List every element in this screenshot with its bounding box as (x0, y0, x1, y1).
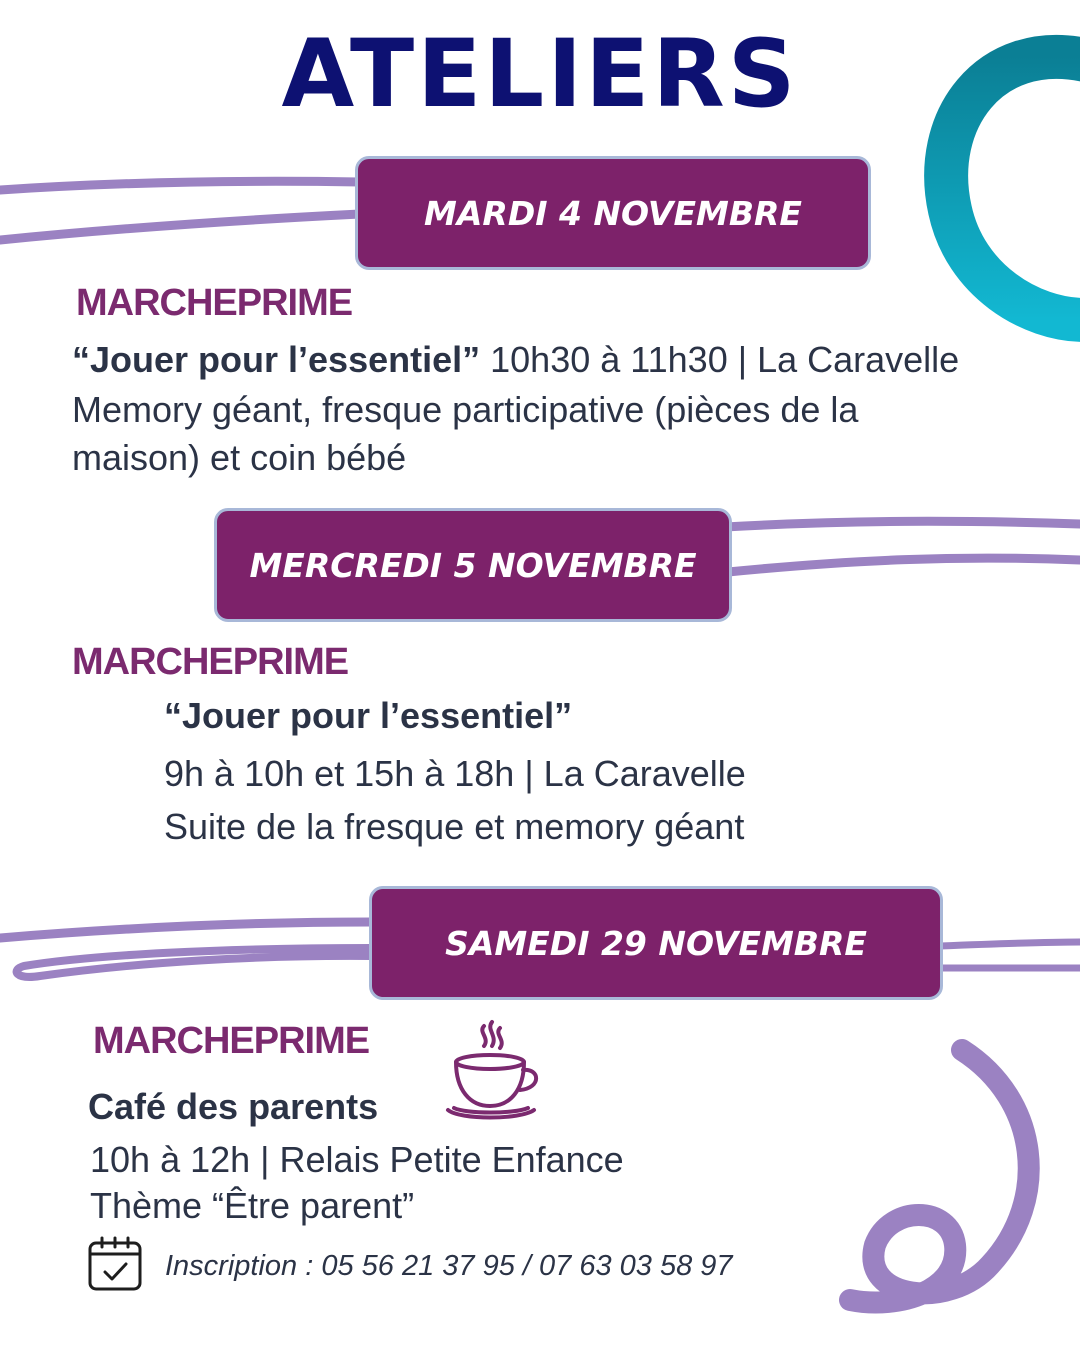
lavender-line-decoration (0, 181, 360, 190)
session-1-description-line-2: maison) et coin bébé (72, 437, 407, 478)
lavender-line-decoration (728, 558, 1080, 572)
activity-name: “Jouer pour l’essentiel” (72, 339, 481, 380)
town-heading-1: MARCHEPRIME (76, 282, 353, 324)
calendar-check-icon (84, 1234, 146, 1296)
session-3-activity: Café des parents (88, 1086, 379, 1127)
session-3-description: Thème “Être parent” (90, 1185, 415, 1226)
town-heading-2: MARCHEPRIME (72, 641, 349, 683)
time-place: 10h30 à 11h30 | La Caravelle (490, 339, 960, 380)
page-title: ATELIERS (281, 20, 799, 129)
session-2-description: Suite de la fresque et memory géant (164, 806, 745, 847)
date-banner-1 (355, 156, 871, 270)
date-label: SAMEDI 29 NOVEMBRE (445, 923, 867, 963)
lavender-line-decoration (0, 214, 360, 240)
coffee-cup-icon (440, 1018, 550, 1128)
date-label: MARDI 4 NOVEMBRE (424, 193, 802, 233)
date-label: MERCREDI 5 NOVEMBRE (249, 545, 697, 585)
date-banner-3 (369, 886, 943, 1000)
inscription-contact: Inscription : 05 56 21 37 95 / 07 63 03 58 97 (165, 1250, 733, 1282)
date-banner-2 (214, 508, 732, 622)
lavender-line-decoration (725, 521, 1080, 527)
session-3-time-place: 10h à 12h | Relais Petite Enfance (90, 1139, 624, 1180)
lavender-line-decoration (940, 942, 1080, 946)
lavender-swirl-decoration (850, 1050, 1029, 1303)
session-2-time-place: 9h à 10h et 15h à 18h | La Caravelle (164, 753, 746, 794)
session-2-activity: “Jouer pour l’essentiel” (164, 695, 573, 736)
session-1-activity-line (72, 336, 959, 384)
lavender-line-decoration (17, 948, 372, 977)
lavender-line-decoration (0, 922, 372, 938)
session-1-description-line-1: Memory géant, fresque participative (pièces de la (72, 389, 859, 430)
town-heading-3: MARCHEPRIME (93, 1020, 370, 1062)
